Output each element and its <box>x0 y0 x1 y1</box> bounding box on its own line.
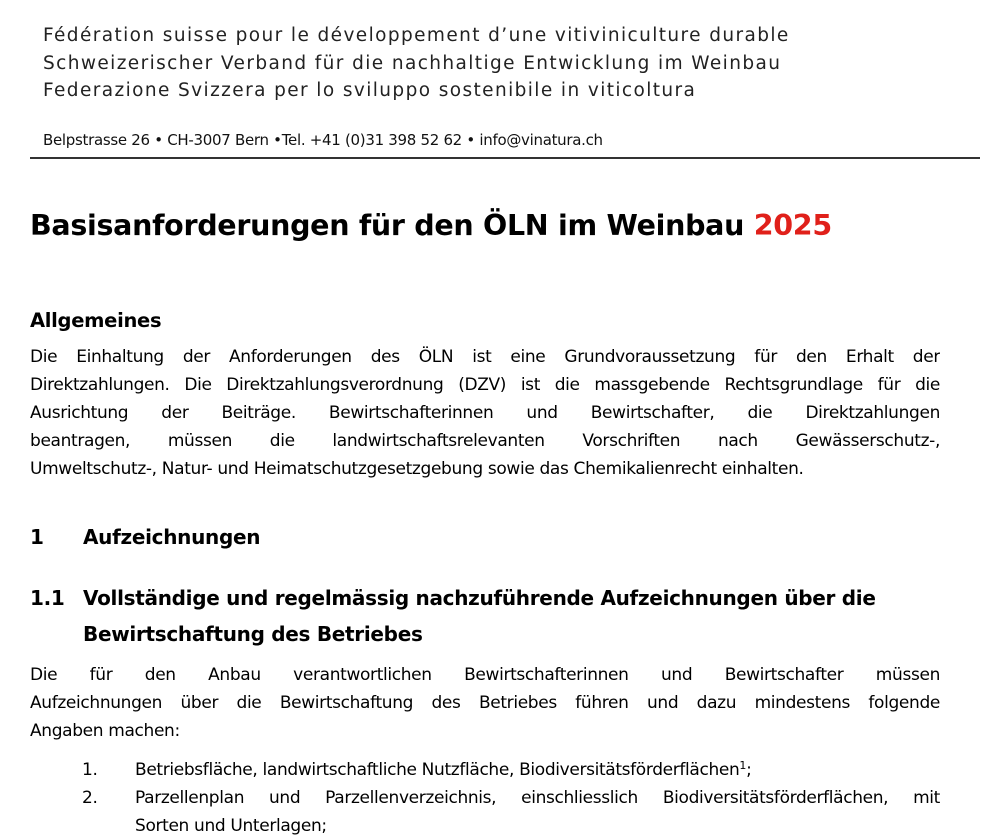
section-1-1-title: Vollständige und regelmässig nachzuführende Aufzeichnungen über die Bewirtschaftung des Betriebes <box>83 586 876 646</box>
section-1-heading <box>30 519 933 555</box>
section-1-1-heading <box>30 580 933 652</box>
section-1-1-paragraph-line: Angaben machen: <box>30 721 180 741</box>
section-1-1-paragraph-line: Aufzeichnungen über die Bewirtschaftung des Betriebes führen und dazu mindestens folgende <box>30 693 940 713</box>
letterhead-line-german: Schweizerischer Verband für die nachhaltige Entwicklung im Weinbau <box>43 52 782 74</box>
list-item <box>30 756 940 784</box>
general-heading: Allgemeines <box>30 309 162 332</box>
section-1-1-paragraph-line: Die für den Anbau verantwortlichen Bewirtschafterinnen und Bewirtschafter müssen <box>30 665 940 685</box>
document-title-year: 2025 <box>753 209 832 242</box>
general-paragraph-line: Ausrichtung der Beiträge. Bewirtschafterinnen und Bewirtschafter, die Direktzahlungen <box>30 403 940 423</box>
list-item <box>30 784 940 840</box>
section-1-title: Aufzeichnungen <box>83 525 261 549</box>
list-item-text: Parzellenplan und Parzellenverzeichnis, einschliesslich Biodiversitätsförderflächen, mit <box>135 788 940 808</box>
general-paragraph-line: beantragen, müssen die landwirtschaftsrelevanten Vorschriften nach Gewässerschutz-, <box>30 431 940 451</box>
general-paragraph-line: Die Einhaltung der Anforderungen des ÖLN ist eine Grundvoraussetzung für den Erhalt der <box>30 347 940 367</box>
section-1-1-number: 1.1 <box>30 586 65 610</box>
section-1-number: 1 <box>30 525 44 549</box>
list-item-text: Betriebsfläche, landwirtschaftliche Nutzfläche, Biodiversitätsförderflächen <box>135 760 740 780</box>
footnote-reference[interactable]: 1 <box>739 759 747 772</box>
letterhead-address: Belpstrasse 26 • CH-3007 Bern •Tel. +41 (0)31 398 52 62 • info@vinatura.ch <box>43 131 603 149</box>
list-item-number: 2. <box>82 788 98 808</box>
letterhead <box>43 22 790 105</box>
requirements-list <box>30 756 940 840</box>
general-paragraph-line: Umweltschutz-, Natur- und Heimatschutzgesetzgebung sowie das Chemikalienrecht einhalten. <box>30 459 804 479</box>
document-title-text: Basisanforderungen für den ÖLN im Weinbau <box>30 209 745 242</box>
document-title <box>30 209 832 242</box>
section-1-1-paragraph <box>30 661 940 745</box>
header-divider <box>30 157 980 159</box>
general-paragraph-line: Direktzahlungen. Die Direktzahlungsverordnung (DZV) ist die massgebende Rechtsgrundlage für die <box>30 375 940 395</box>
list-item-punctuation: ; <box>746 760 752 780</box>
letterhead-line-french: Fédération suisse pour le développement d’une vitiviniculture durable <box>43 25 790 46</box>
letterhead-line-italian: Federazione Svizzera per lo sviluppo sostenibile in viticoltura <box>43 80 697 101</box>
list-item-text: Sorten und Unterlagen; <box>135 816 327 836</box>
list-item-number: 1. <box>82 760 98 780</box>
general-paragraph <box>30 343 940 483</box>
